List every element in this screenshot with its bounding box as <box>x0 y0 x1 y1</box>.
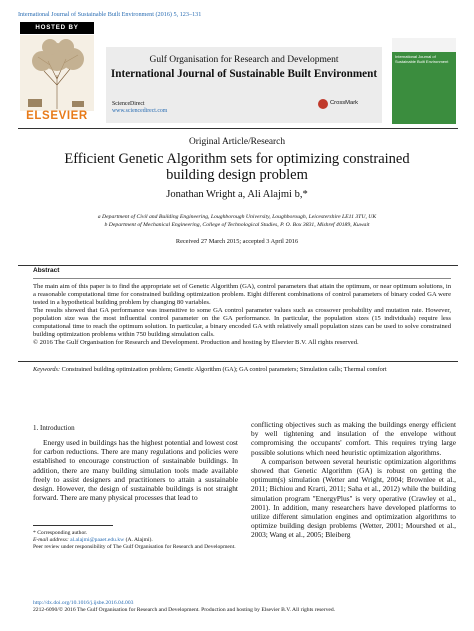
publisher-logo-text: ELSEVIER <box>26 110 88 122</box>
page-footer <box>33 600 453 614</box>
organisation-name: Gulf Organisation for Research and Development <box>149 55 339 65</box>
elsevier-tree-logo <box>20 35 94 111</box>
email-label: E-mail address: <box>33 537 69 544</box>
keywords <box>33 366 451 373</box>
author-list: Jonathan Wright a, Ali Alajmi b,* <box>166 189 308 200</box>
affiliations <box>30 213 444 229</box>
sciencedirect-block <box>112 101 167 115</box>
section-heading: 1. Introduction <box>33 424 75 432</box>
received-dates: Received 27 March 2015; accepted 3 April 2016 <box>175 238 299 245</box>
article-type: Original Article/Research <box>188 137 286 147</box>
keywords-label: Keywords: <box>33 366 61 373</box>
intro-continuation: conflicting objectives such as making the buildings energy efficient by well tightening and insulation of the envelope without compromising the occupants' comfort. This requires trying large possible solutions which need heuristic optimization algorithms. <box>251 420 456 457</box>
keywords-list: Constrained building optimization problem; Genetic Algorithm (GA); GA control parameters; Simulation calls; Thermal comfort <box>61 366 387 373</box>
footnotes <box>33 530 238 552</box>
journal-cover-title: International Journal of Sustainable Built Environment <box>395 54 449 64</box>
title-line-1: Efficient Genetic Algorithm sets for optimizing constrained <box>64 151 410 167</box>
hosted-by-label: HOSTED BY <box>20 22 94 34</box>
right-column <box>251 420 456 540</box>
email-link[interactable]: al.alajmi@paaet.edu.kw <box>70 537 125 544</box>
issn-copyright: 2212-6090/© 2016 The Gulf Organisation for Research and Development. Production and hosting by Elsevier B.V. All rights reserved. <box>33 607 336 614</box>
abstract-paragraph-1: The main aim of this paper is to find the appropriate set of Genetic Algorithm (GA), control parameters that attain the optimum, or near optimum solutions, in a reasonable computational time for constrained building optimization problem. Eight different combinations of control parameters of binary coded GA were tested in a hypothetical building problem by changing 80 variables. <box>33 283 451 307</box>
journal-cover-header <box>392 38 456 52</box>
crossmark-label[interactable]: CrossMark <box>330 100 359 106</box>
corresponding-author-note: * Corresponding author. <box>33 530 88 536</box>
peer-review-note: Peer review under responsibility of The Gulf Organisation for Research and Development. <box>33 544 236 551</box>
header-divider <box>18 128 458 129</box>
abstract-divider <box>33 278 451 279</box>
sciencedirect-label: ScienceDirect <box>112 101 145 107</box>
abstract-paragraph-2: The results showed that GA performance was insensitive to some GA control parameter values such as crossover probability and mutation rate. However, population size was the most influential control parameter on the GA performance. In particular, the population sizes (15 individuals) require less computational time to reach the optimum solution. In particular, a binary encoded GA with relatively small population sizes can be used to solve constrained building optimization problems within 750 building simulation calls. <box>33 307 451 339</box>
running-header[interactable]: International Journal of Sustainable Built Environment (2016) 5, 123–131 <box>18 11 202 18</box>
footnote-divider <box>33 525 113 526</box>
article-title <box>40 151 434 183</box>
title-line-2: building design problem <box>166 167 308 183</box>
abstract-copyright: © 2016 The Gulf Organisation for Research and Development. Production and hosting by Elsevier B.V. All rights reserved. <box>33 339 359 347</box>
email-suffix: (A. Alajmi). <box>125 537 153 544</box>
affiliation-a: a Department of Civil and Building Engineering, Loughborough University, Loughborough, Leicestershire LE11 3TU, UK <box>97 214 377 220</box>
crossmark-icon[interactable] <box>318 99 328 109</box>
doi-link[interactable]: http://dx.doi.org/10.1016/j.ijsbe.2016.04.003 <box>33 600 134 606</box>
affiliation-b: b Department of Mechanical Engineering, College of Technological Studies, P. O. Box 3831, Mishref 40189, Kuwait <box>104 222 370 228</box>
abstract-body <box>33 283 451 347</box>
sciencedirect-link[interactable]: www.sciencedirect.com <box>112 108 168 114</box>
intro-paragraph: Energy used in buildings has the highest potential and lowest cost for carbon reductions. There are many regulations and policies were established to encourage construction of sustainable buildings. In addition, there are many building simulation tools made available freely to assist designers and practitioners to attain a sustainable design. However, the design of sustainable buildings is not straight forward. There are many physical processes that lead to <box>33 438 238 503</box>
intro-paragraph-2: A comparison between several heuristic optimization algorithms showed that Genetic Algorithm (GA) is robust on getting the optimum(s) simulation (Wetter and Wright, 2004; Brownlee et al., 2011; Bichiou and Krarti, 2011; Saha et al., 2012) while the building simulation program "EnergyPlus" is very operative (Crawley et al., 2001). In addition, many researchers have developed platforms to utilize different simulation engines and optimization algorithms to optimize building design problems (Wetter, 2001; Mourshed et al., 2003; Wang et al., 2005; Bleiberg <box>251 456 456 540</box>
abstract-heading: Abstract <box>33 267 60 274</box>
journal-title: International Journal of Sustainable Built Environment <box>110 68 378 80</box>
left-column <box>33 438 238 502</box>
